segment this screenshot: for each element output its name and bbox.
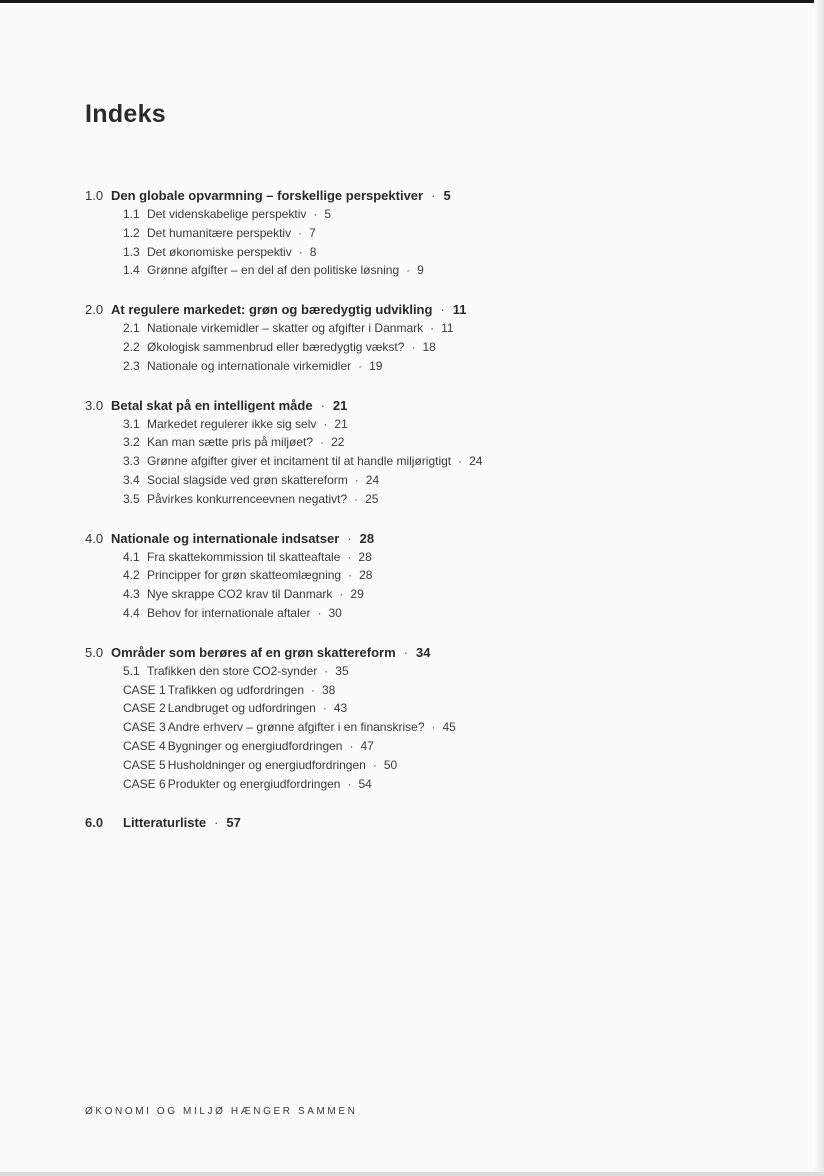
subsection-number: 1.2 (123, 225, 140, 240)
section-number: 1.0 (85, 188, 104, 203)
section-number: 5.0 (85, 644, 104, 660)
literature-heading (85, 813, 785, 832)
subsection-page-number: 29 (350, 587, 364, 602)
subsection-number: 3.4 (123, 472, 140, 487)
subsection-title: Påvirkes konkurrenceevnen negativt? (147, 491, 348, 506)
subsection-item (123, 357, 785, 376)
separator-dot: · (358, 358, 363, 373)
toc-section (85, 529, 785, 623)
separator-dot: · (323, 416, 328, 431)
section-page-number: 11 (452, 302, 467, 318)
table-of-contents (85, 186, 785, 832)
subsection-number: 1.3 (123, 244, 140, 259)
subsection-title: Bygninger og energiudfordringen (167, 738, 343, 753)
page-edge-shadow (814, 0, 824, 1176)
section-title: Områder som berøres af en grøn skattereform (111, 644, 396, 660)
subsection-page-number: 38 (322, 682, 336, 697)
section-title: Betal skat på en intelligent måde (111, 397, 313, 413)
subsection-page-number: 43 (333, 701, 348, 716)
subsection-list (85, 205, 785, 280)
subsection-page-number: 8 (309, 244, 317, 259)
section-title: Den globale opvarmning – forskellige perspektiver (111, 188, 424, 203)
page-title: Indeks (85, 100, 166, 128)
subsection-title: Grønne afgifter giver et incitament til at handle miljørigtigt (147, 454, 452, 469)
separator-dot: · (298, 225, 303, 240)
subsection-number: 1.4 (123, 263, 140, 278)
subsection-list (85, 548, 785, 623)
subsection-number: 4.2 (123, 568, 140, 583)
separator-dot: · (320, 435, 325, 450)
subsection-page-number: 30 (328, 605, 342, 620)
subsection-number: CASE 4 (123, 738, 166, 753)
subsection-title: Fra skattekommission til skatteaftale (147, 549, 341, 564)
separator-dot: · (406, 263, 411, 278)
separator-dot: · (322, 701, 327, 716)
separator-dot: · (431, 720, 436, 735)
section-page-number: 21 (332, 397, 348, 413)
subsection-item (123, 756, 785, 775)
section-title: Litteraturliste (123, 815, 207, 831)
separator-dot: · (354, 491, 359, 506)
subsection-title: Trafikken den store CO2-synder (147, 663, 318, 678)
subsection-page-number: 9 (417, 263, 424, 278)
subsection-page-number: 24 (365, 472, 380, 487)
subsection-page-number: 28 (358, 549, 372, 564)
subsection-title: Produkter og energiudfordringen (167, 776, 341, 791)
subsection-page-number: 11 (441, 321, 454, 336)
subsection-item (123, 261, 785, 280)
subsection-page-number: 5 (324, 207, 332, 221)
section-heading (85, 186, 785, 205)
subsection-number: 4.1 (123, 549, 140, 564)
subsection-page-number: 25 (365, 491, 379, 506)
subsection-number: CASE 6 (123, 776, 166, 791)
subsection-title: Husholdninger og energiudfordringen (167, 757, 366, 772)
subsection-title: Det humanitære perspektiv (147, 225, 292, 240)
separator-dot: · (430, 321, 435, 336)
section-title: At regulere markedet: grøn og bæredygtig udvikling (111, 302, 433, 318)
separator-dot: · (214, 815, 219, 831)
subsection-number: 2.3 (123, 358, 140, 373)
subsection-number: 1.1 (123, 207, 140, 221)
section-number: 2.0 (85, 302, 104, 318)
toc-section (85, 643, 785, 794)
subsection-page-number: 47 (360, 738, 374, 753)
subsection-number: 4.3 (123, 587, 140, 602)
section-page-number: 34 (416, 644, 431, 660)
subsection-number: 3.3 (123, 454, 140, 469)
separator-dot: · (372, 757, 377, 772)
section-title: Nationale og internationale indsatser (111, 530, 340, 546)
separator-dot: · (348, 568, 353, 583)
subsection-item (123, 548, 785, 567)
subsection-number: 3.5 (123, 491, 140, 506)
subsection-page-number: 50 (383, 757, 398, 772)
toc-section (85, 186, 785, 280)
subsection-number: 3.1 (123, 416, 140, 431)
subsection-item (123, 566, 785, 585)
subsection-title: Principper for grøn skatteomlægning (147, 568, 342, 583)
subsection-title: Andre erhverv – grønne afgifter i en finanskrise? (167, 720, 425, 735)
section-heading (85, 529, 785, 548)
subsection-number: 3.2 (123, 435, 140, 450)
subsection-title: Grønne afgifter – en del af den politiske løsning (147, 263, 400, 278)
subsection-number: 5.1 (123, 663, 140, 678)
subsection-item (123, 585, 785, 604)
separator-dot: · (339, 587, 344, 602)
top-edge-rule (0, 0, 824, 3)
section-heading (85, 396, 785, 415)
subsection-number: CASE 2 (123, 701, 166, 716)
subsection-list (85, 415, 785, 509)
subsection-item (123, 681, 785, 700)
subsection-number: CASE 1 (123, 682, 166, 697)
separator-dot: · (320, 397, 325, 413)
subsection-title: Landbruget og udfordringen (167, 701, 316, 716)
separator-dot: · (317, 605, 322, 620)
subsection-number: CASE 5 (123, 757, 166, 772)
toc-section (85, 300, 785, 375)
toc-section (85, 396, 785, 509)
subsection-page-number: 24 (469, 454, 483, 469)
separator-dot: · (347, 530, 352, 546)
subsection-item (123, 415, 785, 434)
separator-dot: · (347, 776, 352, 791)
section-number: 4.0 (85, 530, 104, 546)
subsection-page-number: 22 (331, 435, 345, 450)
subsection-title: Økologisk sammenbrud eller bæredygtig vækst? (147, 339, 405, 354)
subsection-item (123, 319, 785, 338)
subsection-item (123, 338, 785, 357)
subsection-number: CASE 3 (123, 720, 166, 735)
subsection-title: Nationale virkemidler – skatter og afgifter i Danmark (147, 321, 424, 336)
subsection-list (85, 662, 785, 794)
separator-dot: · (440, 302, 445, 318)
separator-dot: · (313, 207, 318, 221)
subsection-page-number: 19 (369, 358, 383, 373)
subsection-item (123, 604, 785, 623)
subsection-item (123, 471, 785, 490)
subsection-page-number: 35 (335, 663, 349, 678)
subsection-item (123, 737, 785, 756)
subsection-number: 2.1 (123, 321, 140, 336)
separator-dot: · (411, 339, 416, 354)
section-heading (85, 300, 785, 319)
separator-dot: · (458, 454, 463, 469)
subsection-page-number: 7 (309, 225, 316, 240)
subsection-page-number: 21 (334, 416, 348, 431)
subsection-number: 2.2 (123, 339, 140, 354)
subsection-title: Det videnskabelige perspektiv (147, 207, 307, 221)
separator-dot: · (354, 472, 359, 487)
separator-dot: · (349, 738, 354, 753)
subsection-title: Det økonomiske perspektiv (147, 244, 292, 259)
subsection-item (123, 662, 785, 681)
section-number: 6.0 (85, 815, 104, 831)
section-page-number: 28 (359, 530, 375, 546)
subsection-item (123, 699, 785, 718)
subsection-title: Markedet regulerer ikke sig selv (147, 416, 317, 431)
separator-dot: · (324, 663, 329, 678)
subsection-item (123, 452, 785, 471)
subsection-page-number: 18 (422, 339, 436, 354)
separator-dot: · (347, 549, 352, 564)
subsection-list (85, 319, 785, 375)
subsection-item (123, 433, 785, 452)
subsection-title: Trafikken og udfordringen (167, 682, 304, 697)
section-heading (85, 643, 785, 662)
bottom-edge-shadow (0, 1172, 824, 1176)
separator-dot: · (403, 644, 408, 660)
subsection-item (123, 490, 785, 509)
subsection-title: Nye skrappe CO2 krav til Danmark (147, 587, 333, 602)
subsection-title: Social slagside ved grøn skattereform (147, 472, 348, 487)
subsection-item (123, 205, 785, 224)
subsection-page-number: 28 (359, 568, 373, 583)
subsection-item (123, 243, 785, 262)
subsection-item (123, 718, 785, 737)
subsection-item (123, 224, 785, 243)
subsection-page-number: 45 (442, 720, 456, 735)
subsection-title: Nationale og internationale virkemidler (147, 358, 352, 373)
section-number: 3.0 (85, 397, 104, 413)
subsection-title: Kan man sætte pris på miljøet? (147, 435, 314, 450)
subsection-item (123, 775, 785, 794)
section-page-number: 5 (443, 188, 451, 203)
section-page-number: 57 (226, 815, 241, 831)
separator-dot: · (311, 682, 315, 697)
subsection-number: 4.4 (123, 605, 140, 620)
separator-dot: · (431, 188, 436, 203)
subsection-title: Behov for internationale aftaler (147, 605, 311, 620)
running-footer: ØKONOMI OG MILJØ HÆNGER SAMMEN (85, 1106, 358, 1117)
subsection-page-number: 54 (358, 776, 372, 791)
separator-dot: · (298, 244, 303, 259)
